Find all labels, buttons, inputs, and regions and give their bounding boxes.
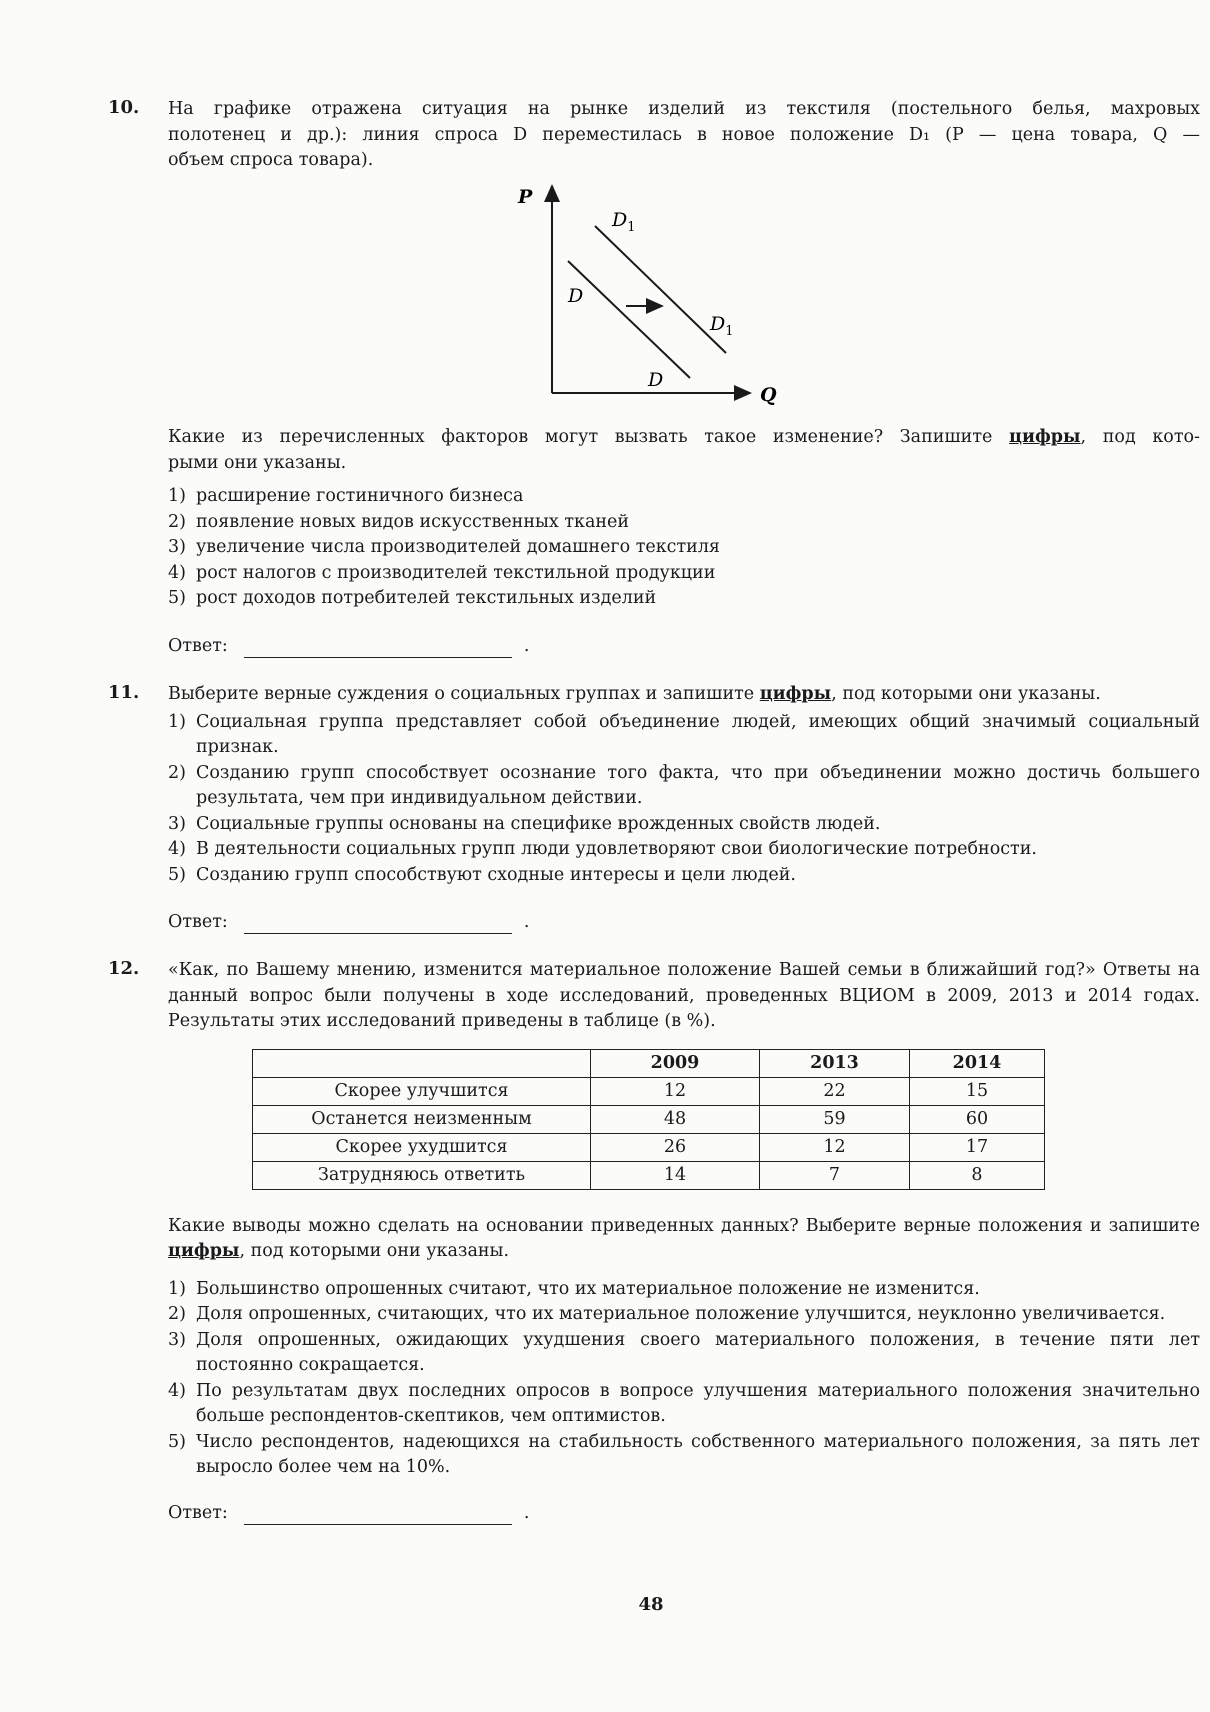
table-header-row — [253, 1049, 1045, 1077]
question-prompt — [168, 1214, 1200, 1265]
option-item: 5) Число респондентов, надеющихся на стабильность собственного материального положения, за пять лет выросло более чем на 10%. — [168, 1430, 1200, 1481]
answer-field[interactable] — [244, 637, 512, 658]
prompt-text: , под кото- — [1080, 427, 1200, 447]
question-prompt — [168, 425, 1200, 476]
options-list — [168, 710, 1200, 889]
option-item: 4) В деятельности социальных групп люди удовлетворяют свои биологические потребности. — [168, 837, 1200, 863]
demand-shift-graph — [500, 178, 790, 410]
option-text: Число респондентов, надеющихся на стабильность собственного материального положения, за пять лет выросло более чем на 10%. — [196, 1431, 1200, 1477]
option-item: 2) Созданию групп способствует осознание того факта, что при объединении можно достичь большего результата, чем при индивидуальном действии. — [168, 761, 1200, 812]
question-11 — [108, 682, 1200, 934]
option-item: 2) Доля опрошенных, считающих, что их материальное положение улучшится, неуклонно увеличивается. — [168, 1302, 1200, 1328]
question-10 — [108, 97, 1200, 174]
table-cell: 12 — [760, 1133, 910, 1161]
curve-d1-label-bottom: $D_1$ — [710, 313, 734, 339]
answer-label: Ответ: — [168, 1502, 228, 1523]
demand-curve-d1 — [595, 226, 726, 353]
option-text: рост налогов с производителей текстильной продукции — [196, 562, 716, 583]
question-12 — [108, 958, 1200, 1525]
question-stem — [168, 97, 1200, 174]
stem-text: , под которыми они указаны. — [831, 684, 1101, 704]
question-number: 12. — [108, 958, 140, 979]
question-stem: «Как, по Вашему мнению, изменится материальное положение Вашей семьи в ближайший год?» Ответы на данный вопрос были получены в ходе исследований, проведенных ВЦИОМ в 2009, 2013 и 2014 годах. Результаты этих исследований приведены в таблице (в %). — [168, 960, 1200, 1031]
question-number: 11. — [108, 682, 140, 703]
table-header-cell: 2014 — [910, 1049, 1045, 1077]
table-cell: 60 — [910, 1105, 1045, 1133]
options-list — [168, 1277, 1200, 1481]
option-item: 1) расширение гостиничного бизнеса — [168, 484, 1200, 510]
question-stem — [168, 682, 1200, 708]
page-number: 48 — [638, 1594, 664, 1615]
option-item: 1) Большинство опрошенных считают, что их материальное положение не изменится. — [168, 1277, 1200, 1303]
curve-d1-label-top: $D_1$ — [612, 209, 636, 235]
table-cell: Затрудняюсь ответить — [253, 1161, 591, 1189]
option-text: Большинство опрошенных считают, что их материальное положение не изменится. — [196, 1278, 980, 1299]
table-cell: 12 — [591, 1077, 760, 1105]
survey-table — [252, 1049, 1045, 1190]
option-item: 3) Доля опрошенных, ожидающих ухудшения своего материального положения, в течение пяти лет постоянно сокращается. — [168, 1328, 1200, 1379]
option-item: 1) Социальная группа представляет собой объединение людей, имеющих общий значимый социальный признак. — [168, 710, 1200, 761]
options-list — [168, 484, 1200, 612]
answer-row: Ответ: . — [168, 912, 530, 932]
table-header-cell: 2009 — [591, 1049, 760, 1077]
option-text: Созданию групп способствуют сходные интересы и цели людей. — [196, 864, 796, 885]
answer-label: Ответ: — [168, 635, 228, 656]
prompt-emphasis: цифры — [168, 1241, 240, 1261]
option-text: Социальные группы основаны на специфике врожденных свойств людей. — [196, 813, 881, 834]
table-cell: 59 — [760, 1105, 910, 1133]
table-cell: 15 — [910, 1077, 1045, 1105]
prompt-text: рыми они указаны. — [168, 452, 347, 473]
stem-line: объем спроса товара). — [168, 150, 374, 170]
table-row — [253, 1105, 1045, 1133]
option-text: расширение гостиничного бизнеса — [196, 486, 524, 506]
stem-line: На графике отражена ситуация на рынке изделий из текстиля (постельного белья, махровых — [168, 99, 1200, 119]
table-header-cell: 2013 — [760, 1049, 910, 1077]
curve-d-label-top: D — [568, 285, 584, 307]
prompt-text: Какие выводы можно сделать на основании приведенных данных? Выберите верные положения и запишите — [168, 1215, 1200, 1236]
question-10-prompt — [108, 425, 1200, 658]
option-text: Доля опрошенных, считающих, что их материальное положение улучшится, неуклонно увеличивается. — [196, 1304, 1166, 1324]
curve-d-label-bottom: D — [648, 369, 664, 391]
option-text: увеличение числа производителей домашнего текстиля — [196, 537, 720, 557]
answer-field[interactable] — [244, 913, 512, 934]
table-cell: 22 — [760, 1077, 910, 1105]
table-cell: 8 — [910, 1161, 1045, 1189]
prompt-emphasis: цифры — [1009, 427, 1081, 447]
table-cell: 14 — [591, 1161, 760, 1189]
option-item: 3) Социальные группы основаны на специфике врожденных свойств людей. — [168, 812, 1200, 838]
stem-emphasis: цифры — [759, 684, 832, 704]
option-text: появление новых видов искусственных тканей — [196, 511, 630, 532]
option-text: Доля опрошенных, ожидающих ухудшения своего материального положения, в течение пяти лет постоянно сокращается. — [196, 1329, 1200, 1375]
table-cell: 48 — [591, 1105, 760, 1133]
option-item: 5) рост доходов потребителей текстильных изделий — [168, 586, 1200, 612]
option-item: 5) Созданию групп способствуют сходные интересы и цели людей. — [168, 863, 1200, 889]
answer-row: Ответ: . — [168, 1502, 530, 1523]
table-cell: 7 — [760, 1161, 910, 1189]
stem-line: полотенец и др.): линия спроса D переместилась в новое положение D₁ (P — цена товара, Q — — [168, 124, 1200, 145]
option-text: Созданию групп способствует осознание того факта, что при объединении можно достичь большего результата, чем при индивидуальном действии. — [196, 762, 1200, 808]
option-item: 2) появление новых видов искусственных тканей — [168, 510, 1200, 536]
option-item: 3) увеличение числа производителей домашнего текстиля — [168, 535, 1200, 561]
table-header-cell — [253, 1049, 591, 1077]
demand-curve-d — [568, 261, 690, 378]
answer-row: Ответ: . — [168, 635, 530, 656]
y-axis-label: P — [518, 186, 533, 208]
option-text: рост доходов потребителей текстильных изделий — [196, 588, 657, 608]
table-cell: Скорее ухудшится — [253, 1133, 591, 1161]
option-text: В деятельности социальных групп люди удовлетворяют свои биологические потребности. — [196, 839, 1037, 859]
answer-field[interactable] — [244, 1504, 512, 1525]
table-cell: Останется неизменным — [253, 1105, 591, 1133]
option-text: Социальная группа представляет собой объединение людей, имеющих общий значимый социальный признак. — [196, 711, 1200, 757]
table-cell: Скорее улучшится — [253, 1077, 591, 1105]
table-cell: 17 — [910, 1133, 1045, 1161]
prompt-text: Какие из перечисленных факторов могут вызвать такое изменение? Запишите — [168, 427, 993, 447]
answer-label: Ответ: — [168, 912, 228, 932]
table-cell: 26 — [591, 1133, 760, 1161]
table-row — [253, 1161, 1045, 1189]
x-axis-label: Q — [760, 384, 777, 406]
option-item: 4) рост налогов с производителей текстильной продукции — [168, 561, 1200, 587]
table-row — [253, 1133, 1045, 1161]
stem-text: Выберите верные суждения о социальных группах и запишите — [168, 684, 755, 704]
question-number: 10. — [108, 97, 140, 118]
table-row — [253, 1077, 1045, 1105]
option-text: По результатам двух последних опросов в вопросе улучшения материального положения значительно больше респондентов-скептиков, чем оптимистов. — [196, 1380, 1200, 1426]
prompt-text: , под которыми они указаны. — [239, 1241, 510, 1261]
option-item: 4) По результатам двух последних опросов в вопросе улучшения материального положения значительно больше респондентов-скептиков, чем оптимистов. — [168, 1379, 1200, 1430]
